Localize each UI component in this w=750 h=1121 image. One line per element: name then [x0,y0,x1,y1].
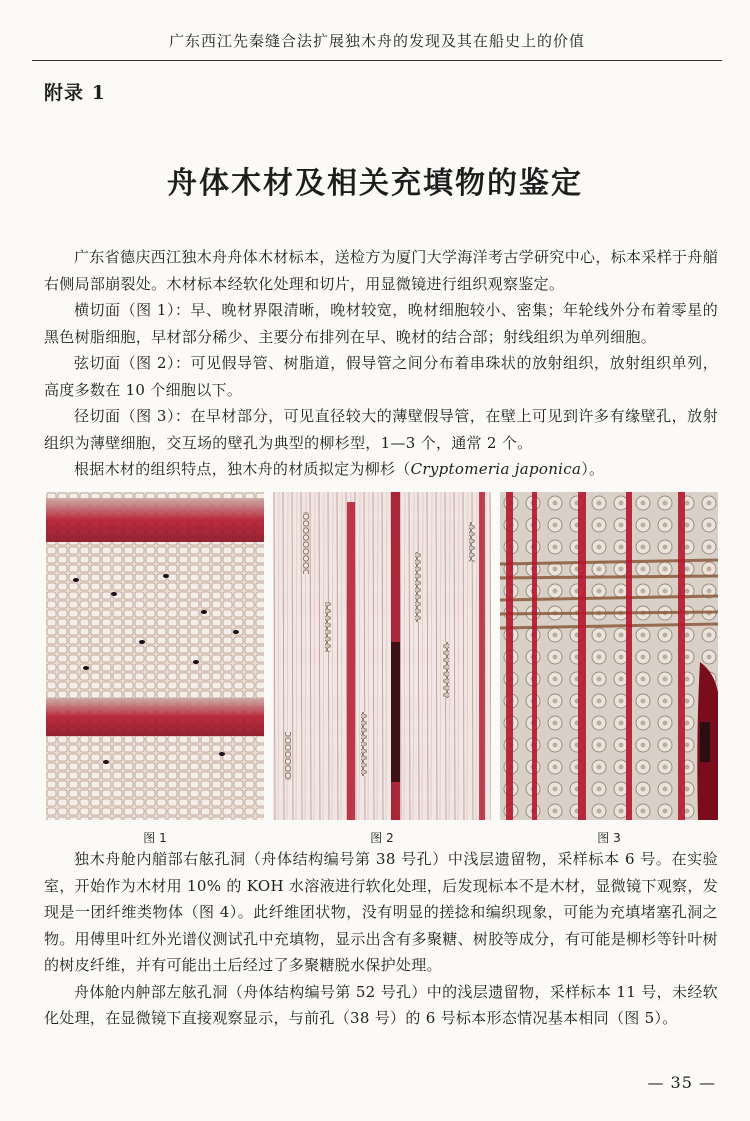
paragraph: 弦切面（图 2）：可见假导管、树脂道，假导管之间分布着串珠状的放射组织，放射组织单列，高度多数在 10 个细胞以下。 [44,354,718,399]
paragraph: 广东省德庆西江独木舟舟体木材标本，送检方为厦门大学海洋考古学研究中心，标本采样于舟艏右侧局部崩裂处。木材标本经软化处理和切片，用显微镜进行组织观察鉴定。 [44,248,718,293]
body-text-top [44,244,718,483]
identification-prefix: 根据木材的组织特点，独木舟的材质拟定为柳杉（ [74,460,411,478]
paragraph: 横切面（图 1）：早、晚材界限清晰，晚材较宽，晚材细胞较小、密集；年轮线外分布着零星的黑色树脂细胞，早材部分稀少、主要分布排列在早、晚材的结合部；射线组织为单列细胞。 [44,301,718,346]
scientific-name: Cryptomeria japonica [410,460,582,478]
running-header: 广东西江先秦缝合法扩展独木舟的发现及其在船史上的价值 [168,32,585,50]
figure-1-micrograph [46,492,264,820]
page-title: 舟体木材及相关充填物的鉴定 [167,166,583,201]
figure-3-micrograph [500,492,718,820]
header-rule [32,60,722,61]
body-text-bottom [44,846,718,1032]
paragraph: 舟体舱内舯部左舷孔洞（舟体结构编号第 52 号孔）中的浅层遗留物，采样标本 11 号，未经软化处理，在显微镜下直接观察显示，与前孔（38 号）的 6 号标本形态情况基本相同（图 5）。 [44,982,718,1027]
identification-paragraph [44,456,718,483]
figure-2-micrograph [273,492,491,820]
identification-suffix: ）。 [581,460,605,478]
page-number: — 35 — [647,1073,716,1092]
figure-row [46,492,718,852]
paragraph: 独木舟舱内艏部右舷孔洞（舟体结构编号第 38 号孔）中浅层遗留物，采样标本 6 号。在实验室，开始作为木材用 10% 的 KOH 水溶液进行软化处理，后发现标本不是木材，显微镜下观察，发现是一团纤维类物体（图 4）。此纤维团状物，没有明显的搓捻和编织现象，可能为充填堵塞孔洞之物。用傅里叶红外光谱仪测试孔中充填物，显示出含有多聚糖、树胶等成分，有可能是柳杉等针叶树的树皮纤维，并有可能出土后经过了多聚糖脱水保护处理。 [44,850,718,974]
appendix-label: 附录 1 [44,82,106,104]
figure-1-caption: 图 1 [143,831,167,845]
figure-3-caption: 图 3 [597,831,621,845]
figure-2-caption: 图 2 [370,831,394,845]
paragraph: 径切面（图 3）：在早材部分，可见直径较大的薄壁假导管，在壁上可见到许多有缘壁孔，放射组织为薄壁细胞，交互场的壁孔为典型的柳杉型，1—3 个，通常 2 个。 [44,407,718,452]
